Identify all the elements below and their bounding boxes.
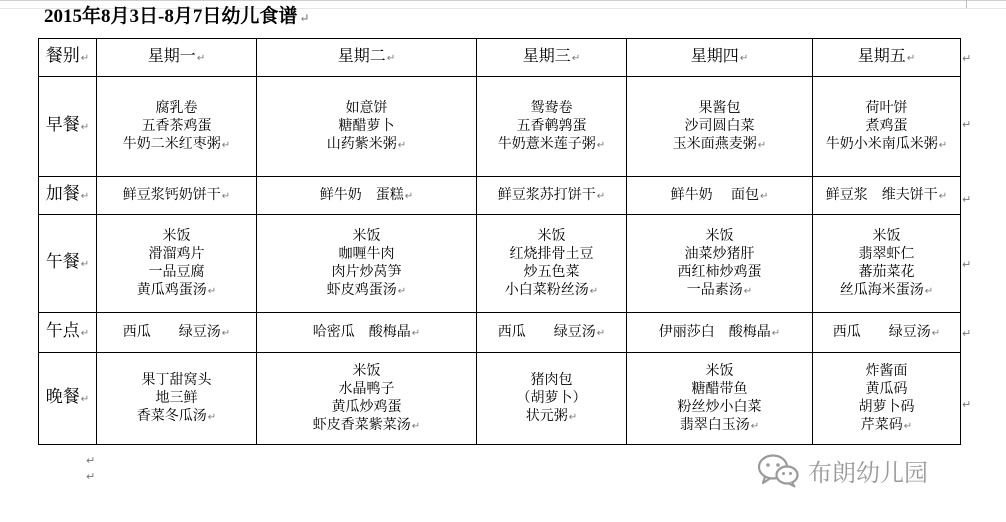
ruler-line: [0, 0, 1006, 1]
dish-text: 鲜牛奶 面包: [670, 186, 760, 203]
paragraph-mark-icon: ↵: [411, 327, 421, 339]
dish-text: 米饭: [705, 227, 734, 244]
paragraph-mark-icon: ↵: [962, 193, 972, 206]
paragraph-mark-icon: ↵: [221, 139, 231, 151]
paragraph-mark-icon: ↵: [962, 258, 972, 271]
menu-cell: [627, 313, 813, 353]
meal-row: [39, 313, 961, 353]
paragraph-mark-icon: ↵: [86, 454, 96, 467]
dish-item: [813, 362, 960, 380]
dish-text: 状元粥: [525, 407, 568, 424]
paragraph-mark-icon: ↵: [596, 327, 606, 339]
paragraph-mark-icon: ↵: [962, 118, 972, 131]
dish-text: 炸酱面: [865, 362, 908, 379]
dish-item: [813, 99, 960, 117]
dish-item: [627, 281, 812, 301]
day-header: [97, 39, 257, 77]
dish-item: [477, 135, 626, 155]
menu-cell: [627, 77, 813, 177]
dish-item: [627, 227, 812, 245]
paragraph-mark-icon: ↵: [924, 285, 934, 297]
dish-text: 油菜炒猪肝: [684, 245, 755, 262]
paragraph-mark-icon: ↵: [404, 190, 414, 202]
paragraph-mark-icon: ↵: [221, 190, 231, 202]
meal-label: 早餐: [45, 115, 80, 135]
watermark-text: 布朗幼儿园: [808, 458, 928, 487]
paragraph-mark-icon: ↵: [386, 53, 396, 64]
dish-item: [813, 398, 960, 416]
paragraph-mark-icon: ↵: [80, 394, 90, 405]
paragraph-mark-icon: ↵: [757, 139, 767, 151]
dish-item: [257, 416, 476, 436]
dish-text: 米饭: [162, 227, 191, 244]
paragraph-mark-icon: ↵: [596, 139, 606, 151]
dish-text: 肉片炒莴笋: [331, 263, 402, 280]
dish-text: 玉米面燕麦粥: [672, 135, 757, 152]
dish-text: 牛奶二米红枣粥: [122, 135, 221, 152]
paragraph-mark-icon: ↵: [906, 53, 916, 64]
menu-cell: [477, 77, 627, 177]
paragraph-mark-icon: ↵: [80, 259, 90, 270]
page-title-text: 2015年8月3日-8月7日幼儿食谱: [44, 6, 298, 27]
dish-item: [627, 245, 812, 263]
menu-cell: [627, 215, 813, 313]
dish-text: 地三鲜: [155, 389, 198, 406]
dish-text: 炒五色菜: [523, 263, 580, 280]
paragraph-mark-icon: ↵: [411, 420, 421, 432]
dish-text: 芹菜码: [860, 416, 903, 433]
dish-item: [627, 416, 812, 436]
dish-text: 黄瓜炒鸡蛋: [331, 398, 402, 415]
paragraph-mark-icon: ↵: [397, 285, 407, 297]
dish-text: 西瓜 绿豆汤: [497, 323, 596, 340]
dish-item: [627, 99, 812, 117]
dish-item: [97, 186, 256, 206]
paragraph-mark-icon: ↵: [596, 190, 606, 202]
dish-text: 糖醋带鱼: [691, 380, 748, 397]
corner-cell: [39, 39, 97, 77]
paragraph-mark-icon: ↵: [931, 327, 941, 339]
dish-item: [97, 281, 256, 301]
menu-cell: [97, 313, 257, 353]
dish-item: [257, 362, 476, 380]
dish-item: [813, 227, 960, 245]
dish-text: 小白菜粉丝汤: [504, 281, 589, 298]
dish-text: 鲜牛奶 蛋糕: [319, 186, 404, 203]
menu-cell: [477, 177, 627, 215]
meal-label: 晚餐: [45, 387, 80, 407]
dish-item: [97, 135, 256, 155]
dish-item: [257, 186, 476, 206]
dish-item: [257, 323, 476, 343]
dish-item: [627, 323, 812, 343]
meal-label: 午餐: [45, 252, 80, 272]
dish-item: [97, 389, 256, 407]
dish-text: 伊丽莎白 酸梅晶: [658, 323, 771, 340]
dish-item: [477, 371, 626, 389]
meal-label: 加餐: [45, 184, 80, 204]
paragraph-mark-icon: ↵: [760, 190, 769, 202]
dish-item: [627, 362, 812, 380]
dish-item: [257, 398, 476, 416]
paragraph-mark-icon: ↵: [207, 285, 217, 297]
dish-text: 鲜豆浆苏打饼干: [497, 186, 596, 203]
dish-item: [813, 117, 960, 135]
dish-text: 蕃茄菜花: [858, 263, 915, 280]
dish-item: [257, 281, 476, 301]
corner-label: 餐别: [45, 46, 80, 66]
margin-marker: [966, 0, 967, 8]
dish-text: 粉丝炒小白菜: [677, 398, 762, 415]
menu-cell: [257, 177, 477, 215]
menu-cell: [257, 313, 477, 353]
dish-text: 翡翠白玉汤: [679, 416, 750, 433]
dish-text: 荷叶饼: [865, 99, 908, 116]
meal-label-cell: [39, 77, 97, 177]
dish-item: [477, 389, 626, 407]
dish-text: 五香鹌鹑蛋: [516, 117, 587, 134]
menu-cell: [477, 215, 627, 313]
meal-row: [39, 77, 961, 177]
paragraph-mark-icon: ↵: [771, 327, 781, 339]
dish-item: [97, 227, 256, 245]
menu-cell: [477, 313, 627, 353]
dish-item: [627, 263, 812, 281]
menu-cell: [97, 215, 257, 313]
dish-text: 山药紫米粥: [326, 135, 397, 152]
day-header: [627, 39, 813, 77]
header-row: [39, 39, 961, 77]
dish-text: 米饭: [872, 227, 901, 244]
paragraph-mark-icon: ↵: [397, 139, 407, 151]
dish-text: 一品豆腐: [148, 263, 205, 280]
dish-text: 鲜豆浆钙奶饼干: [122, 186, 221, 203]
dish-item: [477, 245, 626, 263]
dish-text: 沙司圆白菜: [684, 117, 755, 134]
menu-cell: [477, 353, 627, 445]
day-header: [257, 39, 477, 77]
dish-item: [257, 135, 476, 155]
menu-cell: [257, 353, 477, 445]
dish-text: 滑溜鸡片: [148, 245, 205, 262]
paragraph-mark-icon: ↵: [80, 191, 90, 202]
paragraph-mark-icon: ↵: [196, 53, 206, 64]
dish-text: 西红柿炒鸡蛋: [677, 263, 762, 280]
dish-item: [813, 186, 960, 206]
dish-item: [813, 323, 960, 343]
dish-item: [813, 263, 960, 281]
paragraph-mark-icon: ↵: [299, 11, 310, 25]
menu-cell: [627, 353, 813, 445]
day-label: 星期四: [690, 46, 739, 65]
dish-text: 米饭: [705, 362, 734, 379]
dish-text: 咖喱牛肉: [338, 245, 395, 262]
menu-table: [38, 38, 961, 445]
dish-text: 牛奶小米南瓜米粥: [825, 135, 938, 152]
meal-label-cell: [39, 177, 97, 215]
menu-cell: [97, 77, 257, 177]
dish-text: 米饭: [352, 227, 381, 244]
dish-item: [257, 117, 476, 135]
dish-item: [97, 263, 256, 281]
dish-item: [97, 245, 256, 263]
meal-label-cell: [39, 313, 97, 353]
menu-cell: [813, 177, 961, 215]
dish-text: 鲜豆浆 维夫饼干: [825, 186, 938, 203]
dish-item: [627, 117, 812, 135]
dish-text: 丝瓜海米蛋汤: [839, 281, 924, 298]
dish-item: [477, 407, 626, 427]
paragraph-mark-icon: ↵: [962, 398, 972, 411]
paragraph-mark-icon: ↵: [739, 53, 749, 64]
dish-item: [627, 186, 812, 206]
dish-text: 五香茶鸡蛋: [141, 117, 212, 134]
paragraph-mark-icon: ↵: [903, 420, 913, 432]
dish-text: 牛奶薏米莲子粥: [497, 135, 596, 152]
menu-cell: [97, 353, 257, 445]
day-label: 星期三: [522, 46, 571, 65]
dish-text: （胡萝卜）: [516, 389, 587, 406]
dish-text: 西瓜 绿豆汤: [122, 323, 221, 340]
day-label: 星期五: [857, 46, 906, 65]
dish-item: [477, 281, 626, 301]
dish-item: [477, 263, 626, 281]
dish-text: 腐乳卷: [155, 99, 198, 116]
dish-text: 一品素汤: [686, 281, 743, 298]
day-header: [477, 39, 627, 77]
dish-item: [97, 117, 256, 135]
dish-text: 虾皮香菜紫菜汤: [312, 416, 411, 433]
dish-text: 水晶鸭子: [338, 380, 395, 397]
menu-cell: [813, 353, 961, 445]
day-label: 星期一: [147, 46, 196, 65]
day-header: [813, 39, 961, 77]
paragraph-mark-icon: ↵: [80, 122, 90, 133]
paragraph-mark-icon: ↵: [589, 285, 599, 297]
meal-row: [39, 215, 961, 313]
dish-text: 黄瓜鸡蛋汤: [136, 281, 207, 298]
paragraph-mark-icon: ↵: [962, 327, 972, 340]
menu-cell: [627, 177, 813, 215]
dish-item: [257, 245, 476, 263]
dish-item: [627, 380, 812, 398]
dish-item: [257, 227, 476, 245]
paragraph-mark-icon: ↵: [743, 285, 753, 297]
dish-text: 虾皮鸡蛋汤: [326, 281, 397, 298]
dish-item: [813, 380, 960, 398]
paragraph-mark-icon: ↵: [750, 420, 760, 432]
dish-text: 糖醋萝卜: [338, 117, 395, 134]
dish-text: 鸳鸯卷: [530, 99, 573, 116]
dish-text: 如意饼: [345, 99, 388, 116]
dish-item: [477, 117, 626, 135]
paragraph-mark-icon: ↵: [938, 190, 948, 202]
menu-cell: [257, 77, 477, 177]
day-label: 星期二: [337, 46, 386, 65]
dish-item: [813, 135, 960, 155]
menu-cell: [813, 215, 961, 313]
meal-row: [39, 177, 961, 215]
dish-text: 红烧排骨土豆: [509, 245, 594, 262]
dish-item: [813, 416, 960, 436]
paragraph-mark-icon: ↵: [80, 53, 90, 64]
menu-cell: [257, 215, 477, 313]
meal-label-cell: [39, 215, 97, 313]
paragraph-mark-icon: ↵: [938, 139, 948, 151]
dish-item: [97, 371, 256, 389]
meal-row: [39, 353, 961, 445]
dish-item: [477, 186, 626, 206]
dish-text: 胡萝卜码: [858, 398, 915, 415]
wechat-icon: [756, 452, 800, 488]
menu-cell: [813, 77, 961, 177]
dish-text: 果酱包: [698, 99, 741, 116]
dish-text: 香菜冬瓜汤: [136, 407, 207, 424]
dish-item: [813, 281, 960, 301]
dish-text: 猪肉包: [530, 371, 573, 388]
dish-text: 西瓜 绿豆汤: [832, 323, 931, 340]
paragraph-mark-icon: ↵: [221, 327, 231, 339]
dish-text: 米饭: [537, 227, 566, 244]
paragraph-mark-icon: ↵: [86, 470, 96, 483]
paragraph-mark-icon: ↵: [962, 52, 972, 65]
dish-text: 果丁甜窝头: [141, 371, 212, 388]
dish-item: [477, 227, 626, 245]
paragraph-mark-icon: ↵: [571, 53, 581, 64]
paragraph-mark-icon: ↵: [207, 411, 217, 423]
dish-text: 翡翠虾仁: [858, 245, 915, 262]
dish-item: [477, 99, 626, 117]
paragraph-mark-icon: ↵: [80, 328, 90, 339]
paragraph-mark-icon: ↵: [568, 411, 578, 423]
dish-item: [257, 263, 476, 281]
watermark: [756, 452, 928, 488]
dish-text: 煮鸡蛋: [865, 117, 908, 134]
dish-item: [97, 323, 256, 343]
dish-item: [813, 245, 960, 263]
menu-cell: [97, 177, 257, 215]
menu-cell: [813, 313, 961, 353]
dish-item: [477, 323, 626, 343]
dish-item: [97, 99, 256, 117]
page-title: [44, 4, 309, 30]
dish-text: 哈密瓜 酸梅晶: [312, 323, 411, 340]
meal-label-cell: [39, 353, 97, 445]
dish-item: [627, 398, 812, 416]
dish-item: [627, 135, 812, 155]
dish-text: 米饭: [352, 362, 381, 379]
dish-item: [97, 407, 256, 427]
dish-item: [257, 380, 476, 398]
meal-label: 午点: [45, 321, 80, 341]
dish-item: [257, 99, 476, 117]
dish-text: 黄瓜码: [865, 380, 908, 397]
